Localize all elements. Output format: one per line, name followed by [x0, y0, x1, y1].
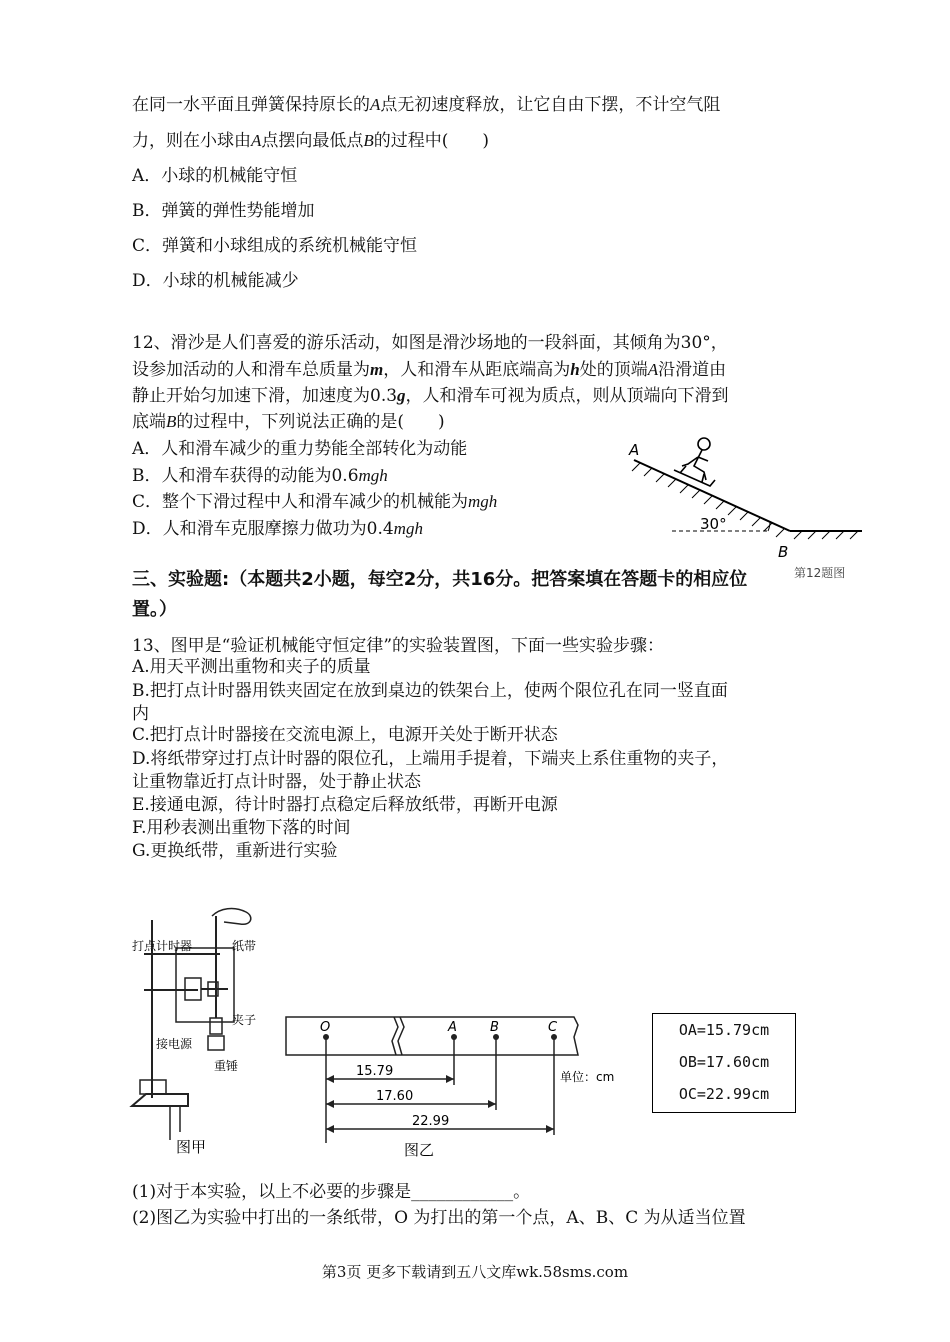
label-tape: 纸带	[232, 939, 257, 953]
q12-option-d: D．人和滑车克服摩擦力做功为0.4mgh	[132, 519, 423, 539]
q13-intro: 13、图甲是“验证机械能守恒定律”的实验装置图，下面一些实验步骤：	[132, 636, 665, 656]
angle-label: 30°	[700, 515, 727, 533]
q13-step-g: G.更换纸带，重新进行实验	[132, 841, 338, 861]
q13-subquestion-2: (2)图乙为实验中打出的一条纸带，O 为打出的第一个点，A、B、C 为从适当位置	[132, 1208, 746, 1228]
q12-option-c: C．整个下滑过程中人和滑车减少的机械能为mgh	[132, 492, 498, 512]
tape-point-o: O	[320, 1020, 331, 1035]
label-weight: 重锤	[214, 1059, 239, 1073]
point-a-label: A	[629, 441, 640, 459]
tape-point-a: A	[448, 1020, 457, 1035]
value-oa: OA=15.79cm	[678, 1021, 770, 1039]
q11-stem-line2: 力，则在小球由A点摆向最低点B的过程中( )	[132, 131, 490, 151]
dim-ob: 17.60	[376, 1089, 414, 1104]
figure-yi-caption: 图乙	[404, 1141, 435, 1159]
q12-stem-line3: 静止开始匀加速下滑，加速度为0.3g，人和滑车可视为质点，则从顶端向下滑到	[132, 386, 729, 406]
paper-tape-figure	[284, 1015, 644, 1165]
q11-option-a: A．小球的机械能守恒	[132, 166, 298, 186]
section-heading-line1: 三、实验题:（本题共2小题，每空2分，共16分。把答案填在答题卡的相应位	[132, 569, 748, 590]
sled-rider	[674, 438, 715, 486]
q12-stem-line2: 设参加活动的人和滑车总质量为m，人和滑车从距底端高为h处的顶端A沿滑道由	[132, 360, 727, 380]
q13-step-f: F.用秒表测出重物下落的时间	[132, 818, 351, 838]
tape-point-c: C	[548, 1020, 558, 1035]
figure-caption: 第12题图	[794, 566, 846, 580]
q11-option-d: D．小球的机械能减少	[132, 271, 299, 291]
apparatus-figure	[128, 900, 288, 1160]
q13-subquestion-1: (1)对于本实验，以上不必要的步骤是____________。	[132, 1182, 531, 1202]
q13-step-d: D.将纸带穿过打点计时器的限位孔，上端用手提着，下端夹上系住重物的夹子，	[132, 749, 729, 769]
q12-stem-line1: 12、滑沙是人们喜爱的游乐活动，如图是滑沙场地的一段斜面，其倾角为30°，	[132, 333, 728, 353]
dim-oc: 22.99	[412, 1114, 450, 1129]
label-clip: 夹子	[232, 1013, 257, 1027]
value-ob: OB=17.60cm	[678, 1053, 770, 1071]
value-oc: OC=22.99cm	[678, 1085, 770, 1103]
q13-step-b: B.把打点计时器用铁夹固定在放到桌边的铁架台上，使两个限位孔在同一竖直面	[132, 681, 728, 701]
q13-step-c: C.把打点计时器接在交流电源上，电源开关处于断开状态	[132, 725, 558, 745]
q12-stem-line4: 底端B的过程中，下列说法正确的是( )	[132, 412, 445, 432]
values-box	[652, 1013, 796, 1113]
q12-option-a: A．人和滑车减少的重力势能全部转化为动能	[132, 439, 468, 459]
label-power: 接电源	[156, 1037, 193, 1051]
q13-step-b-cont: 内	[132, 704, 149, 724]
figure-jia-caption: 图甲	[176, 1138, 207, 1156]
slope-figure	[618, 428, 878, 580]
dim-oa: 15.79	[356, 1064, 394, 1079]
point-b-label: B	[778, 543, 789, 561]
q13-step-d-cont: 让重物靠近打点计时器，处于静止状态	[132, 772, 421, 792]
q13-step-a: A.用天平测出重物和夹子的质量	[132, 657, 371, 677]
unit-label: 单位：cm	[560, 1070, 615, 1084]
section-heading-line2: 置。）	[132, 599, 177, 620]
q11-option-b: B．弹簧的弹性势能增加	[132, 201, 315, 221]
q11-stem-line1: 在同一水平面且弹簧保持原长的A点无初速度释放，让它自由下摆，不计空气阻	[132, 95, 721, 115]
label-timer: 打点计时器	[132, 939, 193, 953]
q12-option-b: B．人和滑车获得的动能为0.6mgh	[132, 466, 388, 486]
tape-point-b: B	[490, 1020, 499, 1035]
page-footer: 第3页 更多下载请到五八文库wk.58sms.com	[321, 1263, 629, 1281]
q13-step-e: E.接通电源，待计时器打点稳定后释放纸带，再断开电源	[132, 795, 558, 815]
q11-option-c: C．弹簧和小球组成的系统机械能守恒	[132, 236, 418, 256]
